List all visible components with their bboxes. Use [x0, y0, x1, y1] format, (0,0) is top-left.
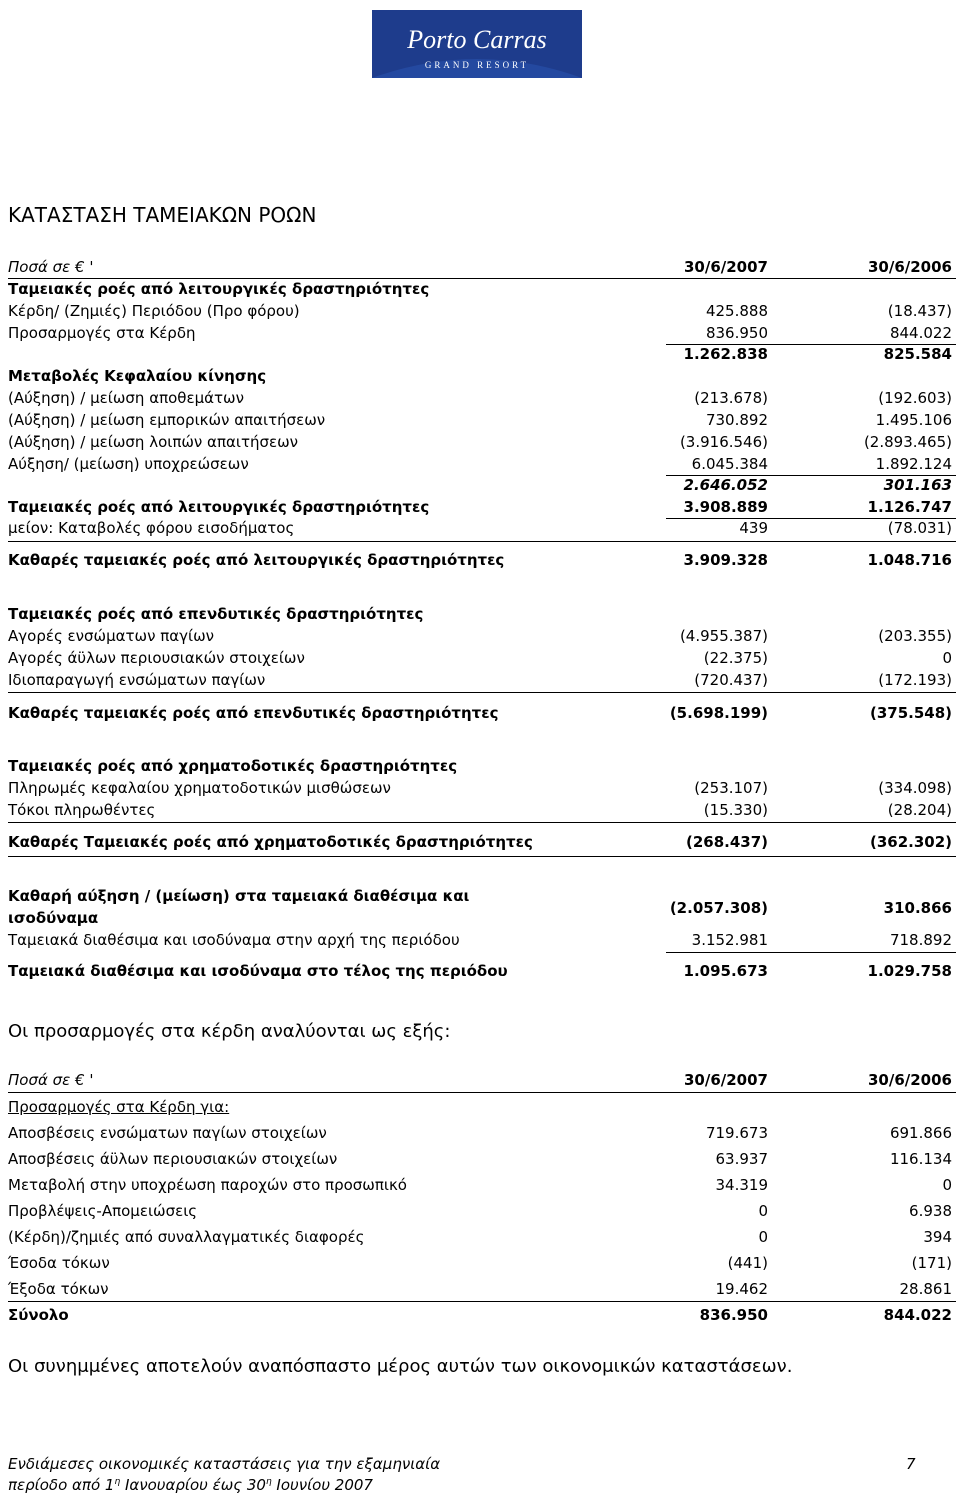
- row-value-2007: 439: [739, 519, 768, 537]
- row-value-2007: 730.892: [705, 411, 768, 429]
- table-row: [8, 1176, 956, 1198]
- row-value-2006: 691.866: [889, 1124, 952, 1142]
- row-value-2006: (172.193): [878, 671, 952, 689]
- row-label: Σύνολο: [8, 1306, 69, 1324]
- footer-text: περίοδο από 1: [8, 1476, 115, 1494]
- row-value-2006: 1.029.758: [867, 962, 952, 980]
- total-rule: [8, 692, 956, 693]
- footer-line1: Ενδιάμεσες οικονομικές καταστάσεις για την εξαμηνιαία: [8, 1455, 441, 1473]
- section-label: Ταμειακές ροές από χρηματοδοτικές δραστηριότητες: [8, 757, 458, 775]
- table-row: [8, 931, 956, 953]
- row-label-cont: ισοδύναμα: [8, 909, 99, 927]
- row-value-2006: 1.892.124: [875, 455, 952, 473]
- col1-header: 30/6/2007: [683, 1071, 768, 1089]
- row-label: Προβλέψεις-Απομειώσεις: [8, 1202, 198, 1220]
- row-label: Καθαρές Ταμειακές ροές από χρηματοδοτικές δραστηριότητες: [8, 833, 533, 851]
- col1-header: 30/6/2007: [683, 258, 768, 276]
- row-value-2007: 19.462: [715, 1280, 768, 1298]
- row-value-2006: 1.048.716: [867, 551, 952, 569]
- footer-text: Ιανουαρίου έως 30: [120, 1476, 266, 1494]
- row-label: Αποσβέσεις άϋλων περιουσιακών στοιχείων: [8, 1150, 338, 1168]
- col2-header: 30/6/2006: [867, 1071, 952, 1089]
- row-value-2007: 34.319: [715, 1176, 768, 1194]
- row-label: Προσαρμογές στα Κέρδη: [8, 324, 196, 342]
- row-value-2007: (22.375): [703, 649, 768, 667]
- footer-sup: η: [114, 1477, 121, 1487]
- table-row: [8, 1202, 956, 1224]
- row-value-2007: 719.673: [705, 1124, 768, 1142]
- row-value-2007: 425.888: [705, 302, 768, 320]
- table-row: [8, 389, 956, 411]
- section-title: [8, 280, 956, 302]
- total-rule: [8, 822, 956, 823]
- closing-note: Οι συνημμένες αποτελούν αναπόσπαστο μέρος αυτών των οικονομικών καταστάσεων.: [8, 1356, 793, 1377]
- row-value-2006: (334.098): [878, 779, 952, 797]
- table-row: [8, 519, 956, 541]
- row-value-2006: 844.022: [889, 324, 952, 342]
- row-value-2006: 844.022: [883, 1306, 952, 1324]
- total-row: [8, 962, 956, 984]
- row-value-2007: 63.937: [715, 1150, 768, 1168]
- row-label: Αποσβέσεις ενσώματων παγίων στοιχείων: [8, 1124, 327, 1142]
- header-rule: [8, 278, 956, 279]
- row-value-2007: 3.908.889: [683, 498, 768, 516]
- row-value-2007: 0: [758, 1202, 768, 1220]
- header-rule: [8, 1092, 956, 1093]
- section-title: [8, 757, 956, 779]
- row-value-2007: (15.330): [703, 801, 768, 819]
- row-value-2007: (253.107): [694, 779, 768, 797]
- row-value-2007: 0: [758, 1228, 768, 1246]
- row-label: (Αύξηση) / μείωση λοιπών απαιτήσεων: [8, 433, 299, 451]
- row-value-2006: (78.031): [887, 519, 952, 537]
- row-value-2006: (2.893.465): [863, 433, 952, 451]
- row-value-2006: 6.938: [909, 1202, 952, 1220]
- total-row: [8, 833, 956, 855]
- logo-brand: Porto Carras: [407, 25, 547, 54]
- row-value-2007: 6.045.384: [691, 455, 768, 473]
- table-row: [8, 801, 956, 823]
- section-label: Ταμειακές ροές από επενδυτικές δραστηριότητες: [8, 605, 424, 623]
- row-label: Αγορές άϋλων περιουσιακών στοιχείων: [8, 649, 305, 667]
- row-value-2007: (441): [727, 1254, 768, 1272]
- row-value-2006: 310.866: [883, 899, 952, 917]
- row-value-2006: 825.584: [883, 345, 952, 363]
- table-row: [8, 1150, 956, 1172]
- total-row: [8, 498, 956, 520]
- section-title: [8, 605, 956, 627]
- row-value-2006: 718.892: [889, 931, 952, 949]
- row-label: Ταμειακά διαθέσιμα και ισοδύναμα στην αρχή της περιόδου: [8, 931, 460, 949]
- row-label: Αύξηση/ (μείωση) υποχρεώσεων: [8, 455, 249, 473]
- table-header: [8, 258, 956, 280]
- row-label: μείον: Καταβολές φόρου εισοδήματος: [8, 519, 295, 537]
- table-row: [8, 302, 956, 324]
- section-label: Ταμειακές ροές από λειτουργικές δραστηριότητες: [8, 280, 430, 298]
- adjustments-note: Οι προσαρμογές στα κέρδη αναλύονται ως εξής:: [8, 1021, 451, 1042]
- page-number: 7: [906, 1455, 916, 1473]
- row-label: (Κέρδη)/ζημιές από συναλλαγματικές διαφορές: [8, 1228, 365, 1246]
- table-row: [8, 324, 956, 346]
- row-label: Καθαρή αύξηση / (μείωση) στα ταμειακά διαθέσιμα και: [8, 887, 470, 905]
- section-label: Μεταβολές Κεφαλαίου κίνησης: [8, 367, 267, 385]
- total-rule: [8, 541, 956, 542]
- row-label: Κέρδη/ (Ζημιές) Περιόδου (Προ φόρου): [8, 302, 300, 320]
- row-value-2006: (171): [911, 1254, 952, 1272]
- footer-sup: η: [265, 1477, 272, 1487]
- table-row: [8, 433, 956, 455]
- row-value-2007: 1.262.838: [683, 345, 768, 363]
- subtotal-rule: [666, 952, 956, 953]
- logo-sub: GRAND RESORT: [424, 60, 530, 70]
- total-row: [8, 887, 956, 931]
- row-value-2007: 3.152.981: [691, 931, 768, 949]
- subtotal-row: [8, 476, 956, 498]
- total-row: [8, 551, 956, 573]
- row-value-2007: (268.437): [685, 833, 768, 851]
- row-value-2006: 1.495.106: [875, 411, 952, 429]
- row-value-2006: 301.163: [883, 476, 952, 494]
- row-value-2006: (28.204): [887, 801, 952, 819]
- row-value-2007: 1.095.673: [683, 962, 768, 980]
- total-row: [8, 704, 956, 726]
- subtotal-row: [8, 345, 956, 367]
- table-row: [8, 779, 956, 801]
- row-value-2007: (2.057.308): [669, 899, 768, 917]
- footer-line2: [8, 1476, 373, 1494]
- row-value-2007: (720.437): [694, 671, 768, 689]
- row-value-2006: (203.355): [878, 627, 952, 645]
- table-row: [8, 1254, 956, 1276]
- row-value-2006: 116.134: [889, 1150, 952, 1168]
- page-title: ΚΑΤΑΣΤΑΣΗ ΤΑΜΕΙΑΚΩΝ ΡΟΩΝ: [8, 203, 317, 227]
- table-row: [8, 1228, 956, 1250]
- row-value-2007: 836.950: [705, 324, 768, 342]
- amounts-label: Ποσά σε € ': [8, 1071, 94, 1089]
- row-label: Μεταβολή στην υποχρέωση παροχών στο προσωπικό: [8, 1176, 407, 1194]
- table-row: [8, 627, 956, 649]
- row-value-2006: (18.437): [887, 302, 952, 320]
- row-value-2006: 394: [923, 1228, 952, 1246]
- amounts-label: Ποσά σε € ': [8, 258, 94, 276]
- table-row: [8, 411, 956, 433]
- row-value-2006: 28.861: [899, 1280, 952, 1298]
- row-label: Πληρωμές κεφαλαίου χρηματοδοτικών μισθώσεων: [8, 779, 391, 797]
- row-value-2007: 836.950: [699, 1306, 768, 1324]
- total-rule: [8, 856, 956, 857]
- row-value-2007: 2.646.052: [683, 476, 768, 494]
- row-value-2007: (213.678): [694, 389, 768, 407]
- row-value-2006: (375.548): [869, 704, 952, 722]
- row-value-2006: 0: [942, 649, 952, 667]
- row-label: Ιδιοπαραγωγή ενσώματων παγίων: [8, 671, 266, 689]
- row-value-2007: 3.909.328: [683, 551, 768, 569]
- table-row: [8, 1124, 956, 1146]
- row-label: Ταμειακά διαθέσιμα και ισοδύναμα στο τέλος της περιόδου: [8, 962, 508, 980]
- footer-text: Ιουνίου 2007: [271, 1476, 373, 1494]
- row-value-2007: (5.698.199): [669, 704, 768, 722]
- table-row: [8, 649, 956, 671]
- table-row: [8, 455, 956, 477]
- row-label: (Αύξηση) / μείωση αποθεμάτων: [8, 389, 244, 407]
- total-rule: [8, 1301, 956, 1302]
- row-label: Καθαρές ταμειακές ροές από λειτουργικές δραστηριότητες: [8, 551, 505, 569]
- row-label: Αγορές ενσώματων παγίων: [8, 627, 215, 645]
- section-label: Προσαρμογές στα Κέρδη για:: [8, 1098, 230, 1116]
- section-title: [8, 367, 956, 389]
- table-row: [8, 1280, 956, 1302]
- table-row: [8, 671, 956, 693]
- row-label: Έξοδα τόκων: [8, 1280, 109, 1298]
- row-value-2006: (192.603): [878, 389, 952, 407]
- row-value-2006: 1.126.747: [867, 498, 952, 516]
- row-label: Έσοδα τόκων: [8, 1254, 110, 1272]
- row-value-2007: (4.955.387): [679, 627, 768, 645]
- row-value-2007: (3.916.546): [679, 433, 768, 451]
- section-title: [8, 1098, 956, 1120]
- row-label: (Αύξηση) / μείωση εμπορικών απαιτήσεων: [8, 411, 326, 429]
- total-row: [8, 1306, 956, 1328]
- table-header: [8, 1071, 956, 1093]
- row-value-2006: (362.302): [869, 833, 952, 851]
- row-label: Τόκοι πληρωθέντες: [8, 801, 156, 819]
- row-label: Καθαρές ταμειακές ροές από επενδυτικές δραστηριότητες: [8, 704, 499, 722]
- col2-header: 30/6/2006: [867, 258, 952, 276]
- row-value-2006: 0: [942, 1176, 952, 1194]
- row-label: Ταμειακές ροές από λειτουργικές δραστηριότητες: [8, 498, 430, 516]
- logo: [372, 10, 582, 78]
